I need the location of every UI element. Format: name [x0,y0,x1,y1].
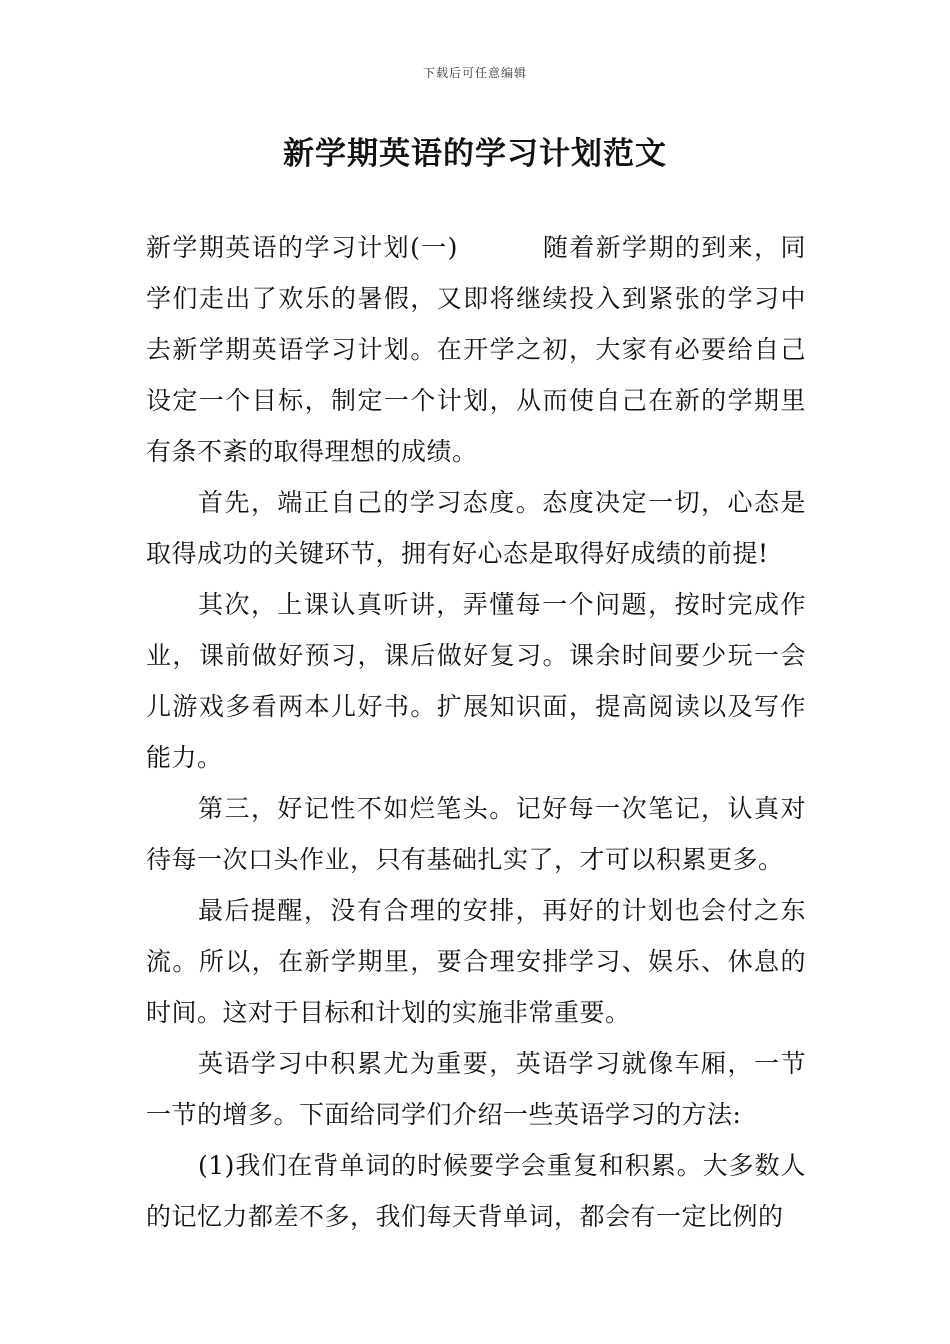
paragraph-notes: 第三，好记性不如烂笔头。记好每一次笔记，认真对待每一次口头作业，只有基础扎实了，才可以积累更多。 [146,794,806,874]
paragraph-accumulation: 英语学习中积累尤为重要，英语学习就像车厢，一节一节的增多。下面给同学们介绍一些英语学习的方法: [146,1049,806,1129]
paragraph-attitude: 首先，端正自己的学习态度。态度决定一切，心态是取得成功的关键环节，拥有好心态是取得好成绩的前提! [146,488,806,568]
paragraph-planning: 最后提醒，没有合理的安排，再好的计划也会付之东流。所以，在新学期里，要合理安排学习、娱乐、休息的时间。这对于目标和计划的实施非常重要。 [146,896,806,1027]
document-body [146,222,806,1242]
intro-text: 随着新学期的到来，同学们走出了欢乐的暑假，又即将继续投入到紧张的学习中去新学期英语学习计划。在开学之初，大家有必要给自己设定一个目标，制定一个计划，从而使自己在新的学期里有条不紊的取得理想的成绩。 [146,233,806,466]
intro-paragraph [146,222,806,477]
document-title: 新学期英语的学习计划范文 [283,136,667,172]
paragraph-listening: 其次，上课认真听讲，弄懂每一个问题，按时完成作业，课前做好预习，课后做好复习。课余时间要少玩一会儿游戏多看两本儿好书。扩展知识面，提高阅读以及写作能力。 [146,590,806,772]
intro-heading: 新学期英语的学习计划(一) [146,233,458,262]
paragraph-method-1: (1)我们在背单词的时候要学会重复和积累。大多数人的记忆力都差不多，我们每天背单词，都会有一定比例的 [146,1151,806,1231]
header-note: 下载后可任意编辑 [422,66,527,80]
